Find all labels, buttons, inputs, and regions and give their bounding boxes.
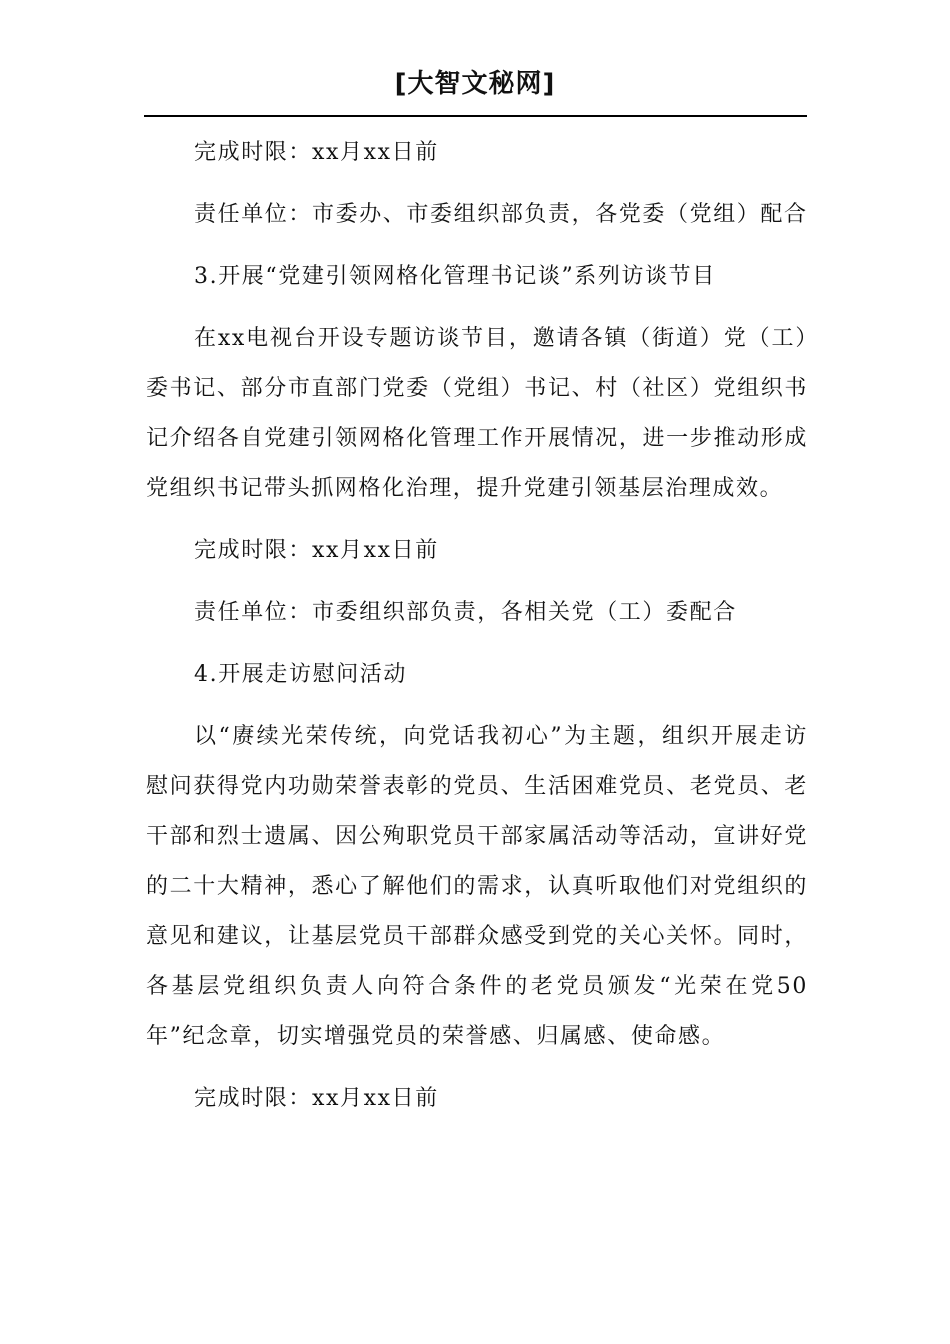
responsible-unit-line: 责任单位：市委组织部负责，各相关党（工）委配合: [194, 600, 737, 625]
site-header-title: [大智文秘网]: [394, 69, 556, 99]
section-heading: 3.开展“党建引领网格化管理书记谈”系列访谈节目: [194, 264, 716, 289]
deadline-line: 完成时限：xx月xx日前: [194, 140, 439, 165]
body-paragraph: 以“赓续光荣传统，向党话我初心”为主题，组织开展走访慰问获得党内功勋荣誉表彰的党员、生活困难党员、老党员、老干部和烈士遗属、因公殉职党员干部家属活动等活动，宣讲好党的二十大精神，悉心了解他们的需求，认真听取他们对党组织的意见和建议，让基层党员干部群众感受到党的关心关怀。同时，各基层党组织负责人向符合条件的老党员颁发“光荣在党50年”纪念章，切实增强党员的荣誉感、归属感、使命感。: [146, 724, 808, 1049]
document-body: [146, 128, 808, 1136]
section-heading: 4.开展走访慰问活动: [194, 662, 407, 687]
responsible-unit-line: 责任单位：市委办、市委组织部负责，各党委（党组）配合: [194, 202, 808, 227]
header-divider: [144, 115, 807, 117]
deadline-line: 完成时限：xx月xx日前: [194, 1086, 439, 1111]
deadline-line: 完成时限：xx月xx日前: [194, 538, 439, 563]
body-paragraph: 在xx电视台开设专题访谈节目，邀请各镇（街道）党（工）委书记、部分市直部门党委（党组）书记、村（社区）党组织书记介绍各自党建引领网格化管理工作开展情况，进一步推动形成党组织书记带头抓网格化治理，提升党建引领基层治理成效。: [146, 326, 808, 501]
